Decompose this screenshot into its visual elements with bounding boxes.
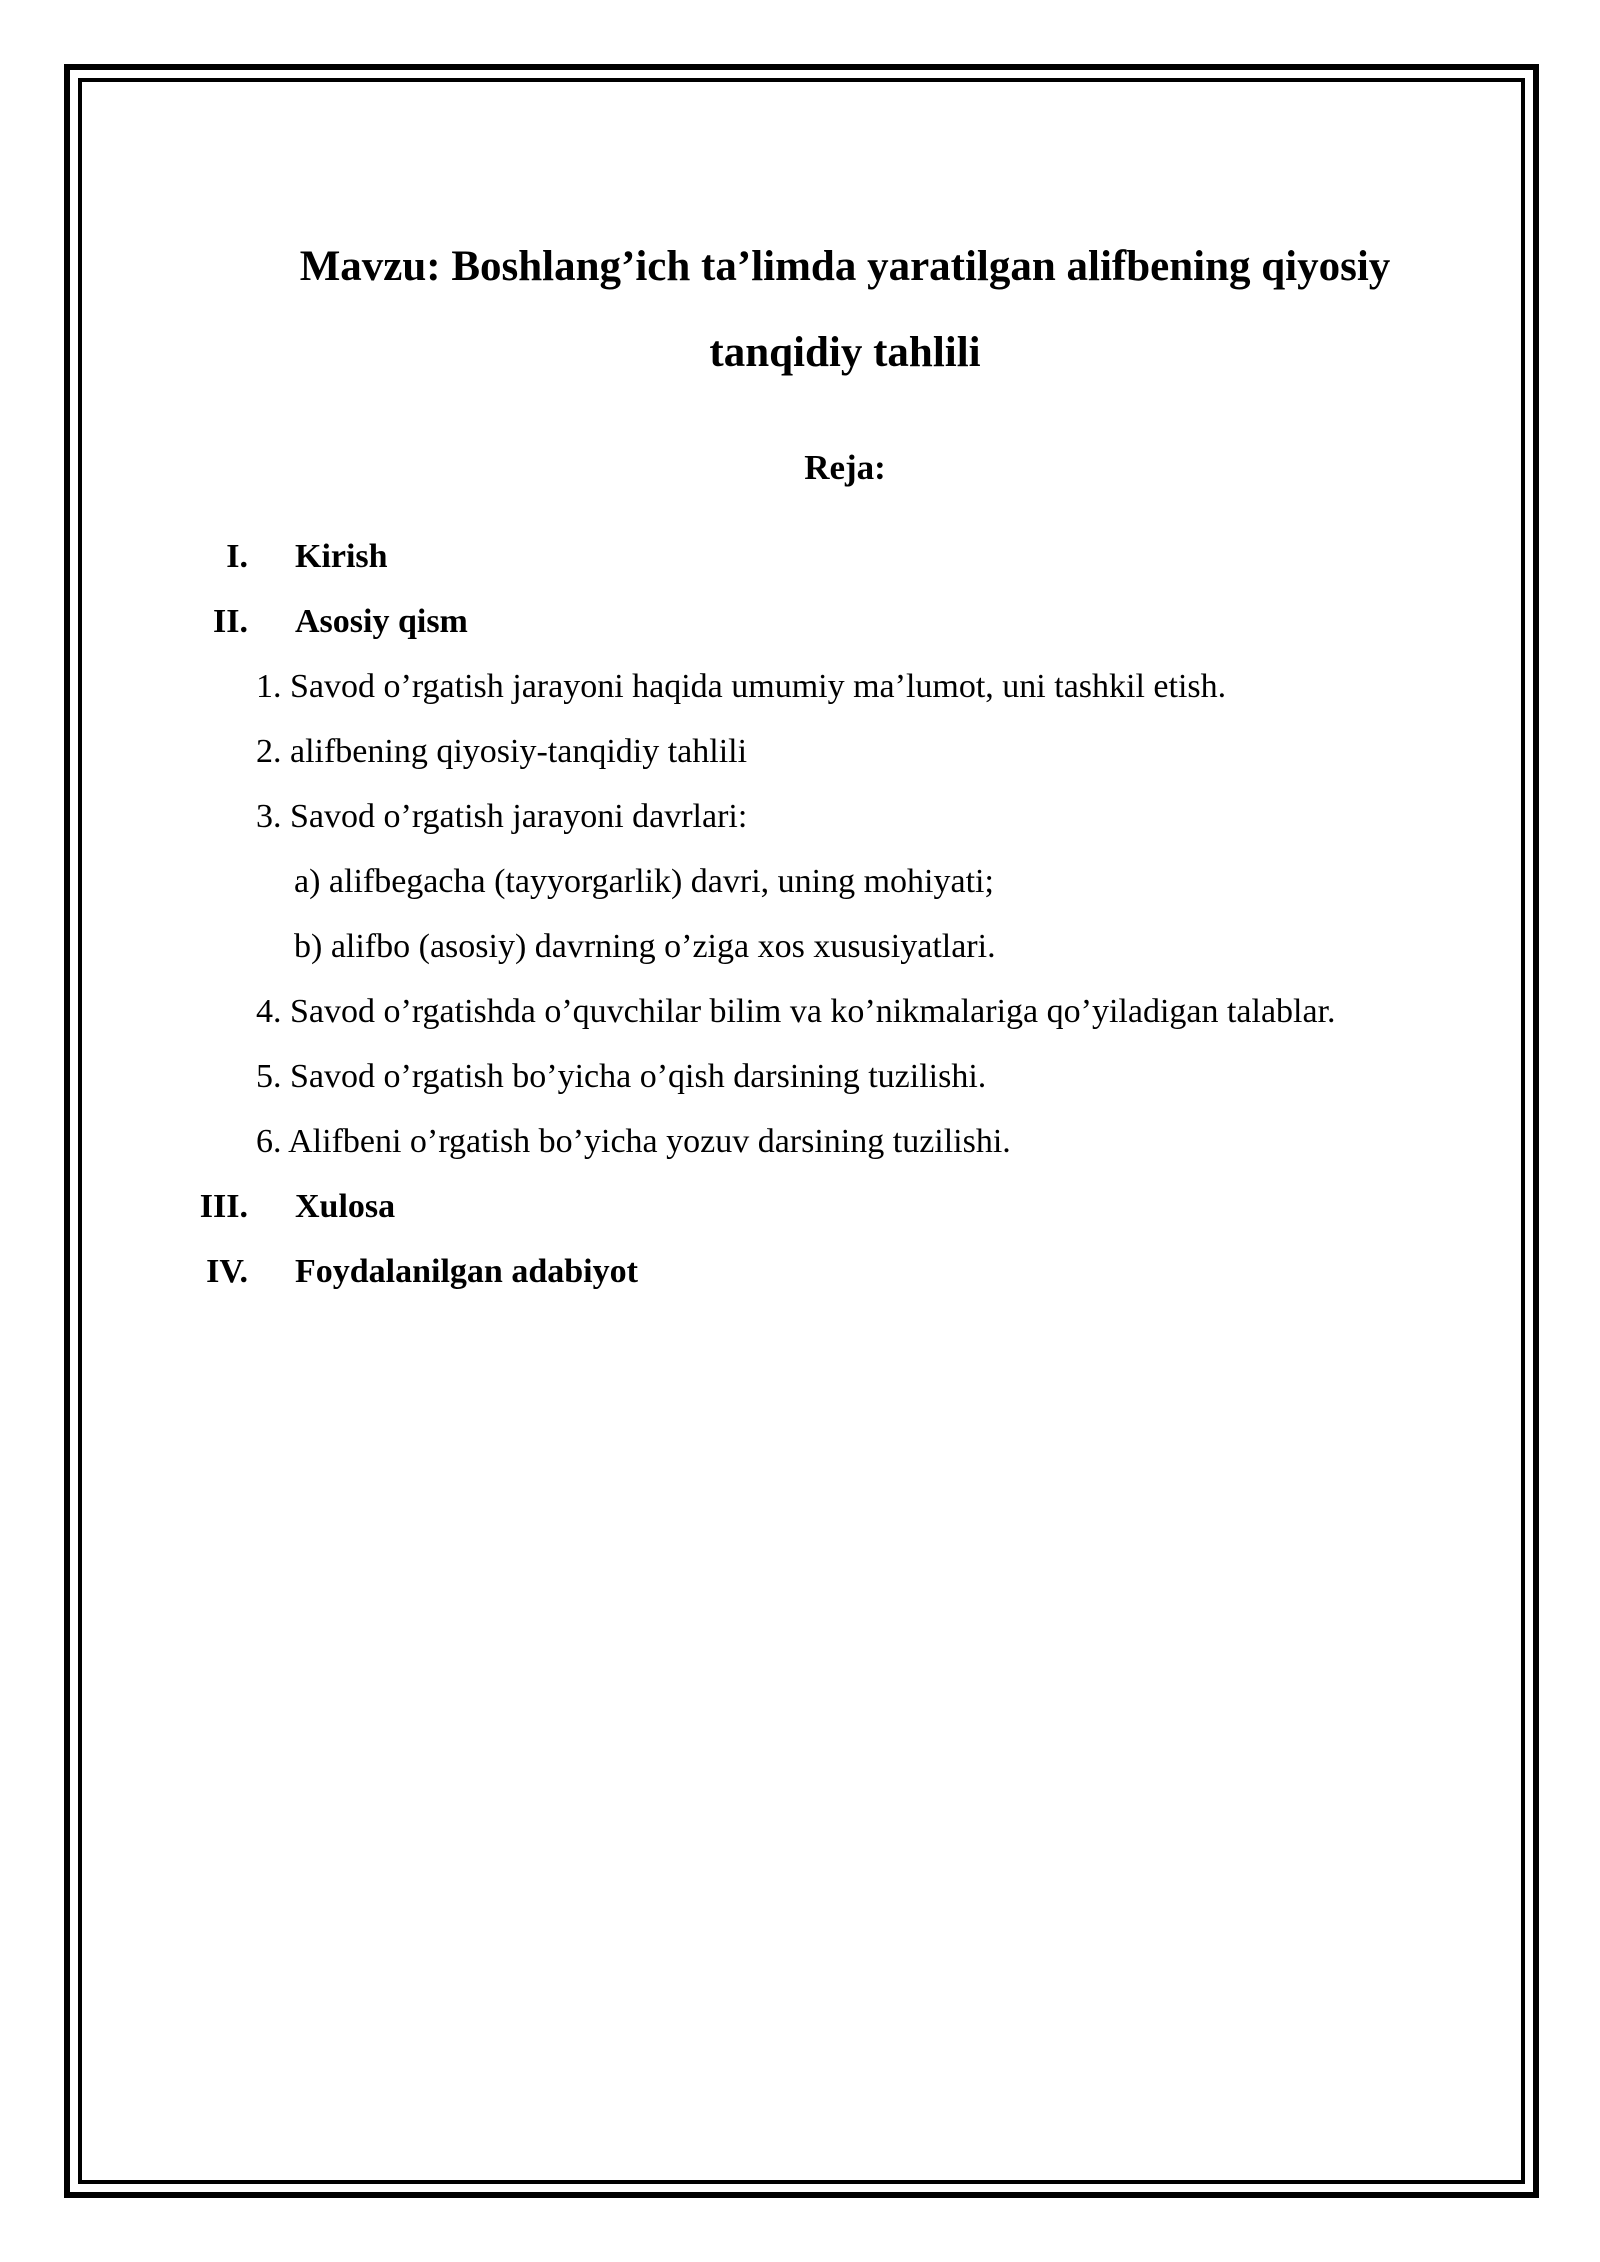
section-label-foydalanilgan-adabiyot: Foydalanilgan adabiyot [295, 1253, 638, 1290]
section-label-kirish: Kirish [295, 538, 388, 575]
section-numeral: II. [213, 603, 248, 640]
list-item: 6. Alifbeni o’rgatish bo’yicha yozuv darsining tuzilishi. [256, 1123, 1011, 1160]
plan-heading: Reja: [804, 448, 886, 487]
section-label-asosiy-qism: Asosiy qism [295, 603, 468, 640]
list-item: 2. alifbening qiyosiy-tanqidiy tahlili [256, 733, 748, 770]
list-item: 5. Savod o’rgatish bo’yicha o’qish darsining tuzilishi. [256, 1058, 987, 1095]
section-numeral: I. [226, 538, 248, 575]
document-title-line-1: Mavzu: Boshlang’ich ta’limda yaratilgan alifbening qiyosiy [299, 243, 1391, 290]
list-item: 3. Savod o’rgatish jarayoni davrlari: [256, 798, 748, 835]
list-item: 1. Savod o’rgatish jarayoni haqida umumiy ma’lumot, uni tashkil etish. [256, 668, 1227, 705]
section-label-xulosa: Xulosa [295, 1188, 396, 1225]
section-numeral: IV. [206, 1253, 248, 1290]
list-item: 4. Savod o’rgatishda o’quvchilar bilim va ko’nikmalariga qo’yiladigan talablar. [256, 993, 1336, 1030]
list-subitem: b) alifbo (asosiy) davrning o’ziga xos xususiyatlari. [294, 928, 996, 965]
list-subitem: a) alifbegacha (tayyorgarlik) davri, uning mohiyati; [294, 863, 994, 900]
section-numeral: III. [199, 1188, 248, 1225]
document-title-line-2: tanqidiy tahlili [709, 329, 981, 376]
